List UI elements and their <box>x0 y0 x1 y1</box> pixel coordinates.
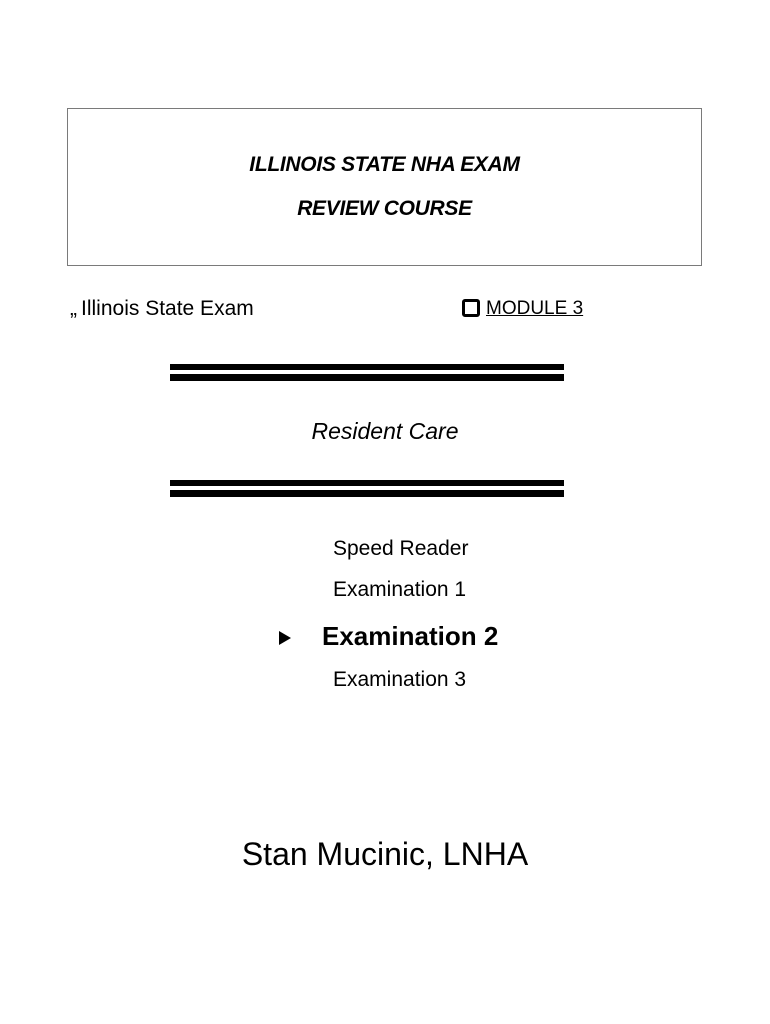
bottom-double-rule <box>170 480 564 498</box>
module-label[interactable]: MODULE 3 <box>486 298 584 319</box>
menu-item-examination-2[interactable]: Examination 2 <box>322 621 499 651</box>
square-bullet-icon <box>462 299 480 317</box>
play-triangle-icon <box>279 631 291 645</box>
quote-mark: „ <box>70 297 77 320</box>
rule-bar <box>170 374 564 381</box>
author-name: Stan Mucinic, LNHA <box>241 836 529 872</box>
course-title-line-1: ILLINOIS STATE NHA EXAM <box>249 153 520 176</box>
menu-item-examination-1[interactable]: Examination 1 <box>333 578 467 601</box>
rule-bar <box>170 480 564 486</box>
module-link[interactable] <box>462 298 583 320</box>
rule-bar <box>170 364 564 370</box>
exam-name-label: Illinois State Exam <box>81 297 254 320</box>
exam-name <box>70 297 254 321</box>
course-title-box <box>67 108 702 266</box>
menu-item-examination-3[interactable]: Examination 3 <box>333 668 467 691</box>
rule-bar <box>170 490 564 497</box>
course-title-line-2: REVIEW COURSE <box>297 197 472 220</box>
top-double-rule <box>170 364 564 382</box>
section-subtitle: Resident Care <box>311 418 459 444</box>
menu-item-speed-reader[interactable]: Speed Reader <box>333 537 469 560</box>
